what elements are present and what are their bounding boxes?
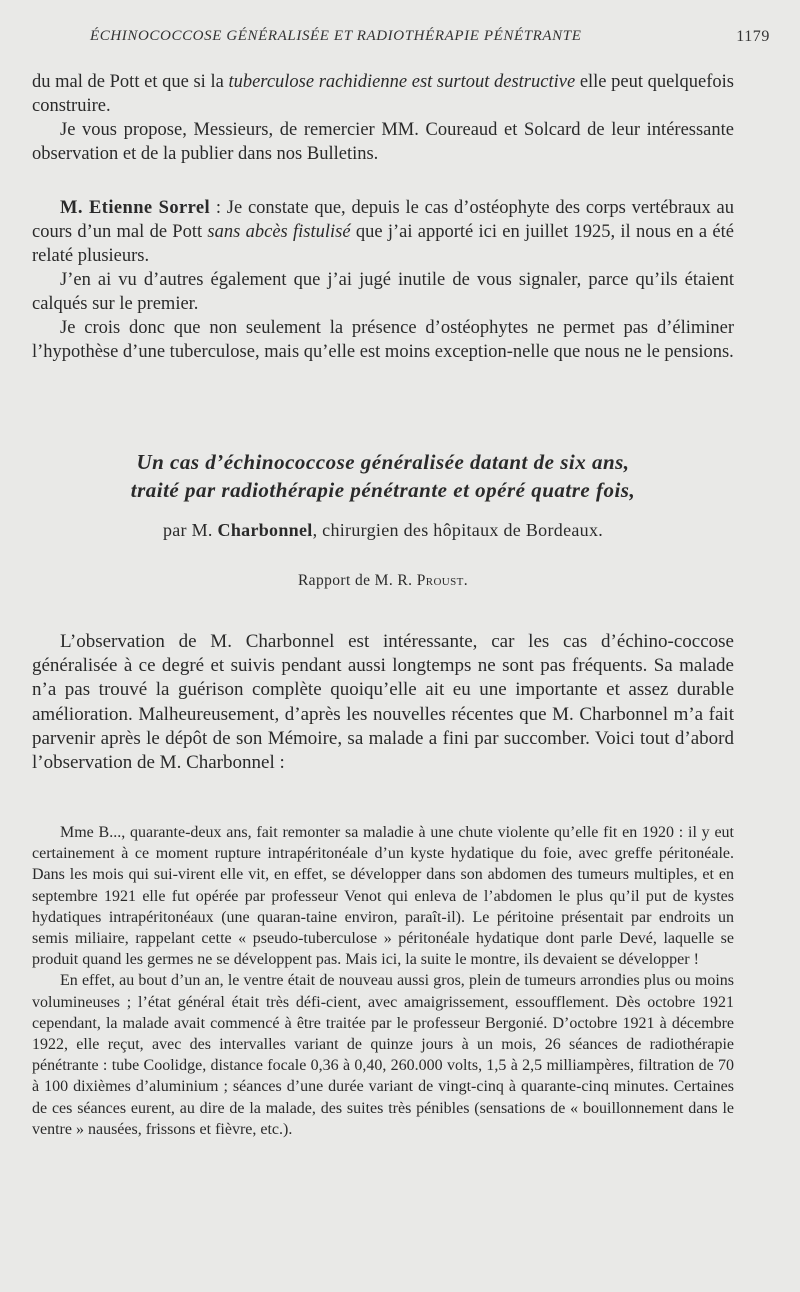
byline: par M. Charbonnel, chirurgien des hôpitaux de Bordeaux.: [162, 520, 604, 540]
title-line: traité par radiothérapie pénétrante et opéré quatre fois,: [130, 478, 636, 502]
emphasis: tuberculose rachidienne est surtout destructive: [228, 72, 576, 92]
title-line: Un cas d’échinococcose généralisée datant de six ans,: [136, 450, 630, 474]
paragraph: Je vous propose, Messieurs, de remercier MM. Coureaud et Solcard de leur intéressante observation et de la publier dans nos Bulletins.: [32, 120, 734, 164]
paragraph: du mal de Pott et que si la tuberculose rachidienne est surtout destructive elle peut quelquefois construire.: [32, 72, 734, 116]
author-name: Charbonnel: [217, 520, 313, 540]
paragraph: L’observation de M. Charbonnel est intéressante, car les cas d’échino-coccose généralisée à ce degré et suivis pendant aussi longtemps ne sont pas fréquents. Sa malade n’a pas trouvé la guérison complète quoiqu’elle ait eu une importante et assez durable amélioration. Malheureusement, d’après les nouvelles récentes que M. Charbonnel m’a fait parvenir après le dépôt de son Mémoire, sa malade a fini par succomber. Voici tout d’abord l’observation de M. Charbonnel :: [32, 631, 734, 774]
paragraph: M. Etienne Sorrel : Je constate que, depuis le cas d’ostéophyte des corps vertébraux au cours d’un mal de Pott sans abcès fistulisé que j’ai apporté ici en juillet 1925, il nous en a été relaté plusieurs.: [32, 198, 734, 266]
case-observation: [32, 822, 734, 1140]
running-head: [90, 28, 770, 45]
article-title: [32, 448, 734, 504]
page-number: 1179: [736, 28, 770, 45]
reporter-name: Proust: [416, 572, 464, 589]
previous-discussion: [32, 70, 734, 166]
article-intro: [32, 630, 734, 775]
paragraph: En effet, au bout d’un an, le ventre était de nouveau aussi gros, plein de tumeurs arrondies plus ou moins volumineuses ; l’état général était très défi-cient, avec amaigrissement, essoufflement. Dès octobre 1921 cependant, la malade avait commencé à être traitée par le professeur Bergonié. D’octobre 1921 à décembre 1922, elle reçut, avec des intervalles variant de quinze jours à un mois, 26 séances de radiothérapie pénétrante : tube Coolidge, distance focale 0,36 à 0,40, 260.000 volts, 1,5 à 2,5 milliampères, filtration de 70 à 100 dixièmes d’aluminium ; séances d’une durée variant de vingt-cinq à quarante-cinq minutes. Certaines de ces séances eurent, au dire de la malade, des suites très pénibles (sensations de « bouillonnement dans le ventre » nausées, frissons et fièvre, etc.).: [32, 972, 734, 1138]
emphasis: sans abcès fistulisé: [207, 222, 351, 242]
sorrel-remarks: [32, 196, 734, 364]
report-line: Rapport de M. R. Proust.: [297, 572, 469, 589]
paragraph: Mme B..., quarante-deux ans, fait remonter sa maladie à une chute violente qu’elle fit en 1920 : il y eut certainement à ce moment rupture intrapéritonéale d’un kyste hydatique du foie, avec greffe péritonéale. Dans les mois qui sui-virent elle vit, en effet, se développer dans son abdomen des tumeurs multiples, et en septembre 1921 elle fut opérée par professeur Venot qui enleva de l’abdomen le plus qu’il put de kystes hydatiques intrapéritonéaux (une quaran-taine environ, paraît-il). Le péritoine présentait par endroits un semis miliaire, rappelant cette « pseudo-tuberculose » péritonéale hydatique dont parle Devé, laquelle se produit quand les germes ne se développent pas. Mais ici, la suite le montre, ils devaient se développer !: [32, 824, 734, 969]
speaker-name: M. Etienne Sorrel: [60, 198, 211, 218]
paragraph: Je crois donc que non seulement la présence d’ostéophytes ne permet pas d’éliminer l’hypothèse d’une tuberculose, mais qu’elle est moins exception-nelle que nous ne le pensions.: [32, 318, 734, 362]
paragraph: J’en ai vu d’autres également que j’ai jugé inutile de vous signaler, parce qu’ils étaient calqués sur le premier.: [32, 270, 734, 314]
running-title: ÉCHINOCOCCOSE GÉNÉRALISÉE ET RADIOTHÉRAPIE PÉNÉTRANTE: [90, 28, 582, 44]
